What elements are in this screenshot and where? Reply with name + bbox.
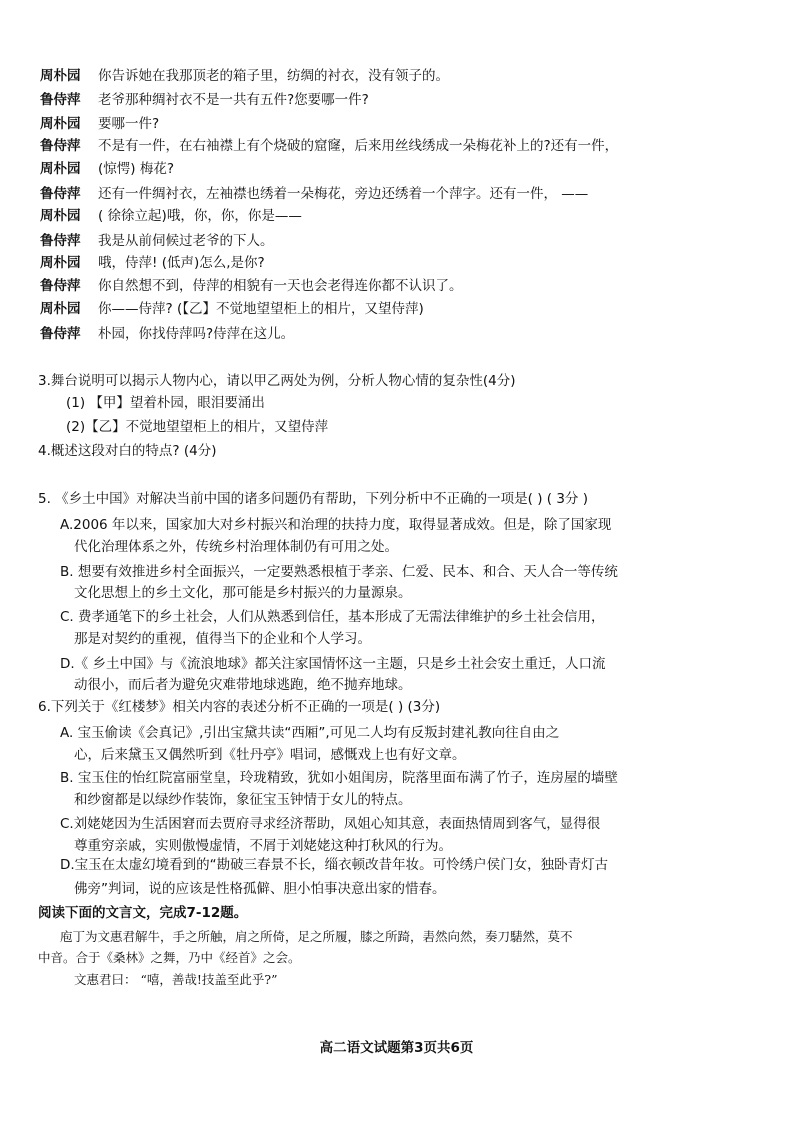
dialogue-line (40, 159, 174, 179)
dialogue-text: ( 徐徐立起)哦，你，你，你是—— (98, 208, 302, 224)
speaker-name: 周朴园 (40, 161, 81, 177)
question-5-option-c-cont: 那是对契约的重视，值得当下的企业和个人学习。 (74, 631, 371, 647)
dialogue-line (40, 90, 369, 110)
question-6-option-c: C.刘姥姥因为生活困窘而去贾府寻求经济帮助，凤姐心知其意，表面热情周到客气，显得很 (60, 816, 601, 832)
speaker-name: 鲁侍萍 (40, 326, 81, 342)
question-6-option-b: B. 宝玉住的怡红院富丽堂皇，玲珑精致，犹如小姐闺房，院落里面布满了竹子，连房屋的墙壁 (60, 770, 618, 786)
question-5-option-b: B. 想要有效推进乡村全面振兴，一定要熟悉根植于孝亲、仁爱、民本、和合、天人合一等传统 (60, 564, 618, 580)
dialogue-line (40, 66, 449, 86)
dialogue-line (40, 206, 302, 226)
question-6-option-b-cont: 和纱窗都是以绿纱作装饰，象征宝玉钟情于女儿的特点。 (74, 792, 412, 808)
dialogue-line (40, 136, 618, 156)
dialogue-line (40, 324, 294, 344)
question-6-option-a-cont: 心，后来黛玉又偶然听到《牡丹亭》唱词，感慨戏上也有好文章。 (74, 747, 466, 763)
dialogue-text: 我是从前伺候过老爷的下人。 (98, 233, 274, 249)
dialogue-text: 你告诉她在我那顶老的箱子里，纺绸的衬衣，没有领子的。 (98, 68, 449, 84)
question-5-option-d: D.《 乡土中国》与《流浪地球》都关注家国情怀这一主题，只是乡土社会安土重迁，人口流 (60, 656, 606, 672)
dialogue-text: 朴园，你找侍萍吗?侍萍在这儿。 (98, 326, 295, 342)
speaker-name: 鲁侍萍 (40, 278, 81, 294)
dialogue-line (40, 276, 463, 296)
reading-heading: 阅读下面的文言文，完成7-12题。 (38, 905, 248, 921)
question-6-option-a: A. 宝玉偷读《会真记》,引出宝黛共读“西厢”,可见二人均有反叛封建礼教向往自由之 (60, 725, 560, 741)
dialogue-line (40, 231, 274, 251)
question-5-option-c: C. 费孝通笔下的乡土社会，人们从熟悉到信任，基本形成了无需法律维护的乡土社会信用， (60, 609, 605, 625)
question-6-option-d-cont: 佛旁”判词，说的应该是性格孤僻、胆小怕事决意出家的惜春。 (74, 881, 446, 897)
question-3-item-2: (2)【乙】不觉地望望柜上的相片，又望侍萍 (66, 419, 329, 435)
question-4: 4.概述这段对白的特点? (4分) (38, 443, 217, 459)
dialogue-text: 不是有一件，在右袖襟上有个烧破的窟窿，后来用丝线绣成一朵梅花补上的?还有一件， (98, 138, 619, 154)
dialogue-line (40, 184, 588, 204)
reading-paragraph-line: 中音。合于《桑林》之舞，乃中《经首》之会。 (38, 950, 301, 965)
dialogue-text: 哦，侍萍! (低声)怎么,是你? (98, 255, 265, 271)
speaker-name: 鲁侍萍 (40, 92, 81, 108)
speaker-name: 周朴园 (40, 208, 81, 224)
dialogue-text: 要哪一件? (98, 116, 160, 132)
speaker-name: 周朴园 (40, 68, 81, 84)
question-5-option-a: A.2006 年以来，国家加大对乡村振兴和治理的扶持力度，取得显著成效。但是，除了国家现 (60, 517, 612, 533)
question-3-item-1: (1) 【甲】望着朴园，眼泪要涌出 (66, 395, 265, 411)
question-5-option-b-cont: 文化思想上的乡土文化，那可能是乡村振兴的力量源泉。 (74, 585, 412, 601)
question-5-stem: 5. 《乡土中国》对解决当前中国的诸多问题仍有帮助，下列分析中不正确的一项是( ) ( 3分 ) (38, 491, 588, 507)
question-6-stem: 6.下列关于《红楼梦》相关内容的表述分析不正确的一项是( ) (3分) (38, 699, 441, 715)
dialogue-line (40, 114, 159, 134)
question-6-option-c-cont: 尊重穷亲戚，实则傲慢虚情，不屑于刘姥姥这种打秋风的行为。 (74, 838, 452, 854)
dialogue-text: 老爷那种绸衬衣不是一共有五件?您要哪一件? (98, 92, 369, 108)
dialogue-text: (惊愕) 梅花? (98, 161, 174, 177)
question-5-option-d-cont: 动很小，而后者为避免灾难带地球逃跑，绝不抛弃地球。 (74, 677, 412, 693)
speaker-name: 鲁侍萍 (40, 138, 81, 154)
question-6-option-d: D.宝玉在太虚幻境看到的“勘破三春景不长，缁衣顿改昔年妆。可怜绣户侯门女，独卧青灯古 (60, 857, 609, 873)
dialogue-text: 还有一件绸衬衣，左袖襟也绣着一朵梅花，旁边还绣着一个萍字。还有一件， —— (98, 186, 589, 202)
question-5-option-a-cont: 代化治理体系之外，传统乡村治理体制仍有可用之处。 (74, 539, 398, 555)
dialogue-text: 你自然想不到，侍萍的相貌有一天也会老得连你都不认识了。 (98, 278, 463, 294)
speaker-name: 周朴园 (40, 116, 81, 132)
page-footer: 高二语文试题第3页共6页 (319, 1040, 474, 1056)
question-3-stem: 3.舞台说明可以揭示人物内心，请以甲乙两处为例，分析人物心情的复杂性(4分) (38, 373, 516, 389)
speaker-name: 鲁侍萍 (40, 186, 81, 202)
reading-paragraph-line: 庖丁为文惠君解牛，手之所触，肩之所倚，足之所履，膝之所踦，砉然向然，奏刀騞然，莫不 (60, 929, 573, 944)
speaker-name: 周朴园 (40, 255, 81, 271)
reading-quote-line: 文惠君曰： “嘻，善哉!技盖至此乎?” (74, 972, 278, 987)
dialogue-line (40, 253, 265, 273)
speaker-name: 鲁侍萍 (40, 233, 81, 249)
speaker-name: 周朴园 (40, 301, 81, 317)
dialogue-text: 你——侍萍? (【乙】不觉地望望柜上的相片，又望侍萍) (98, 301, 424, 317)
dialogue-line (40, 299, 424, 319)
